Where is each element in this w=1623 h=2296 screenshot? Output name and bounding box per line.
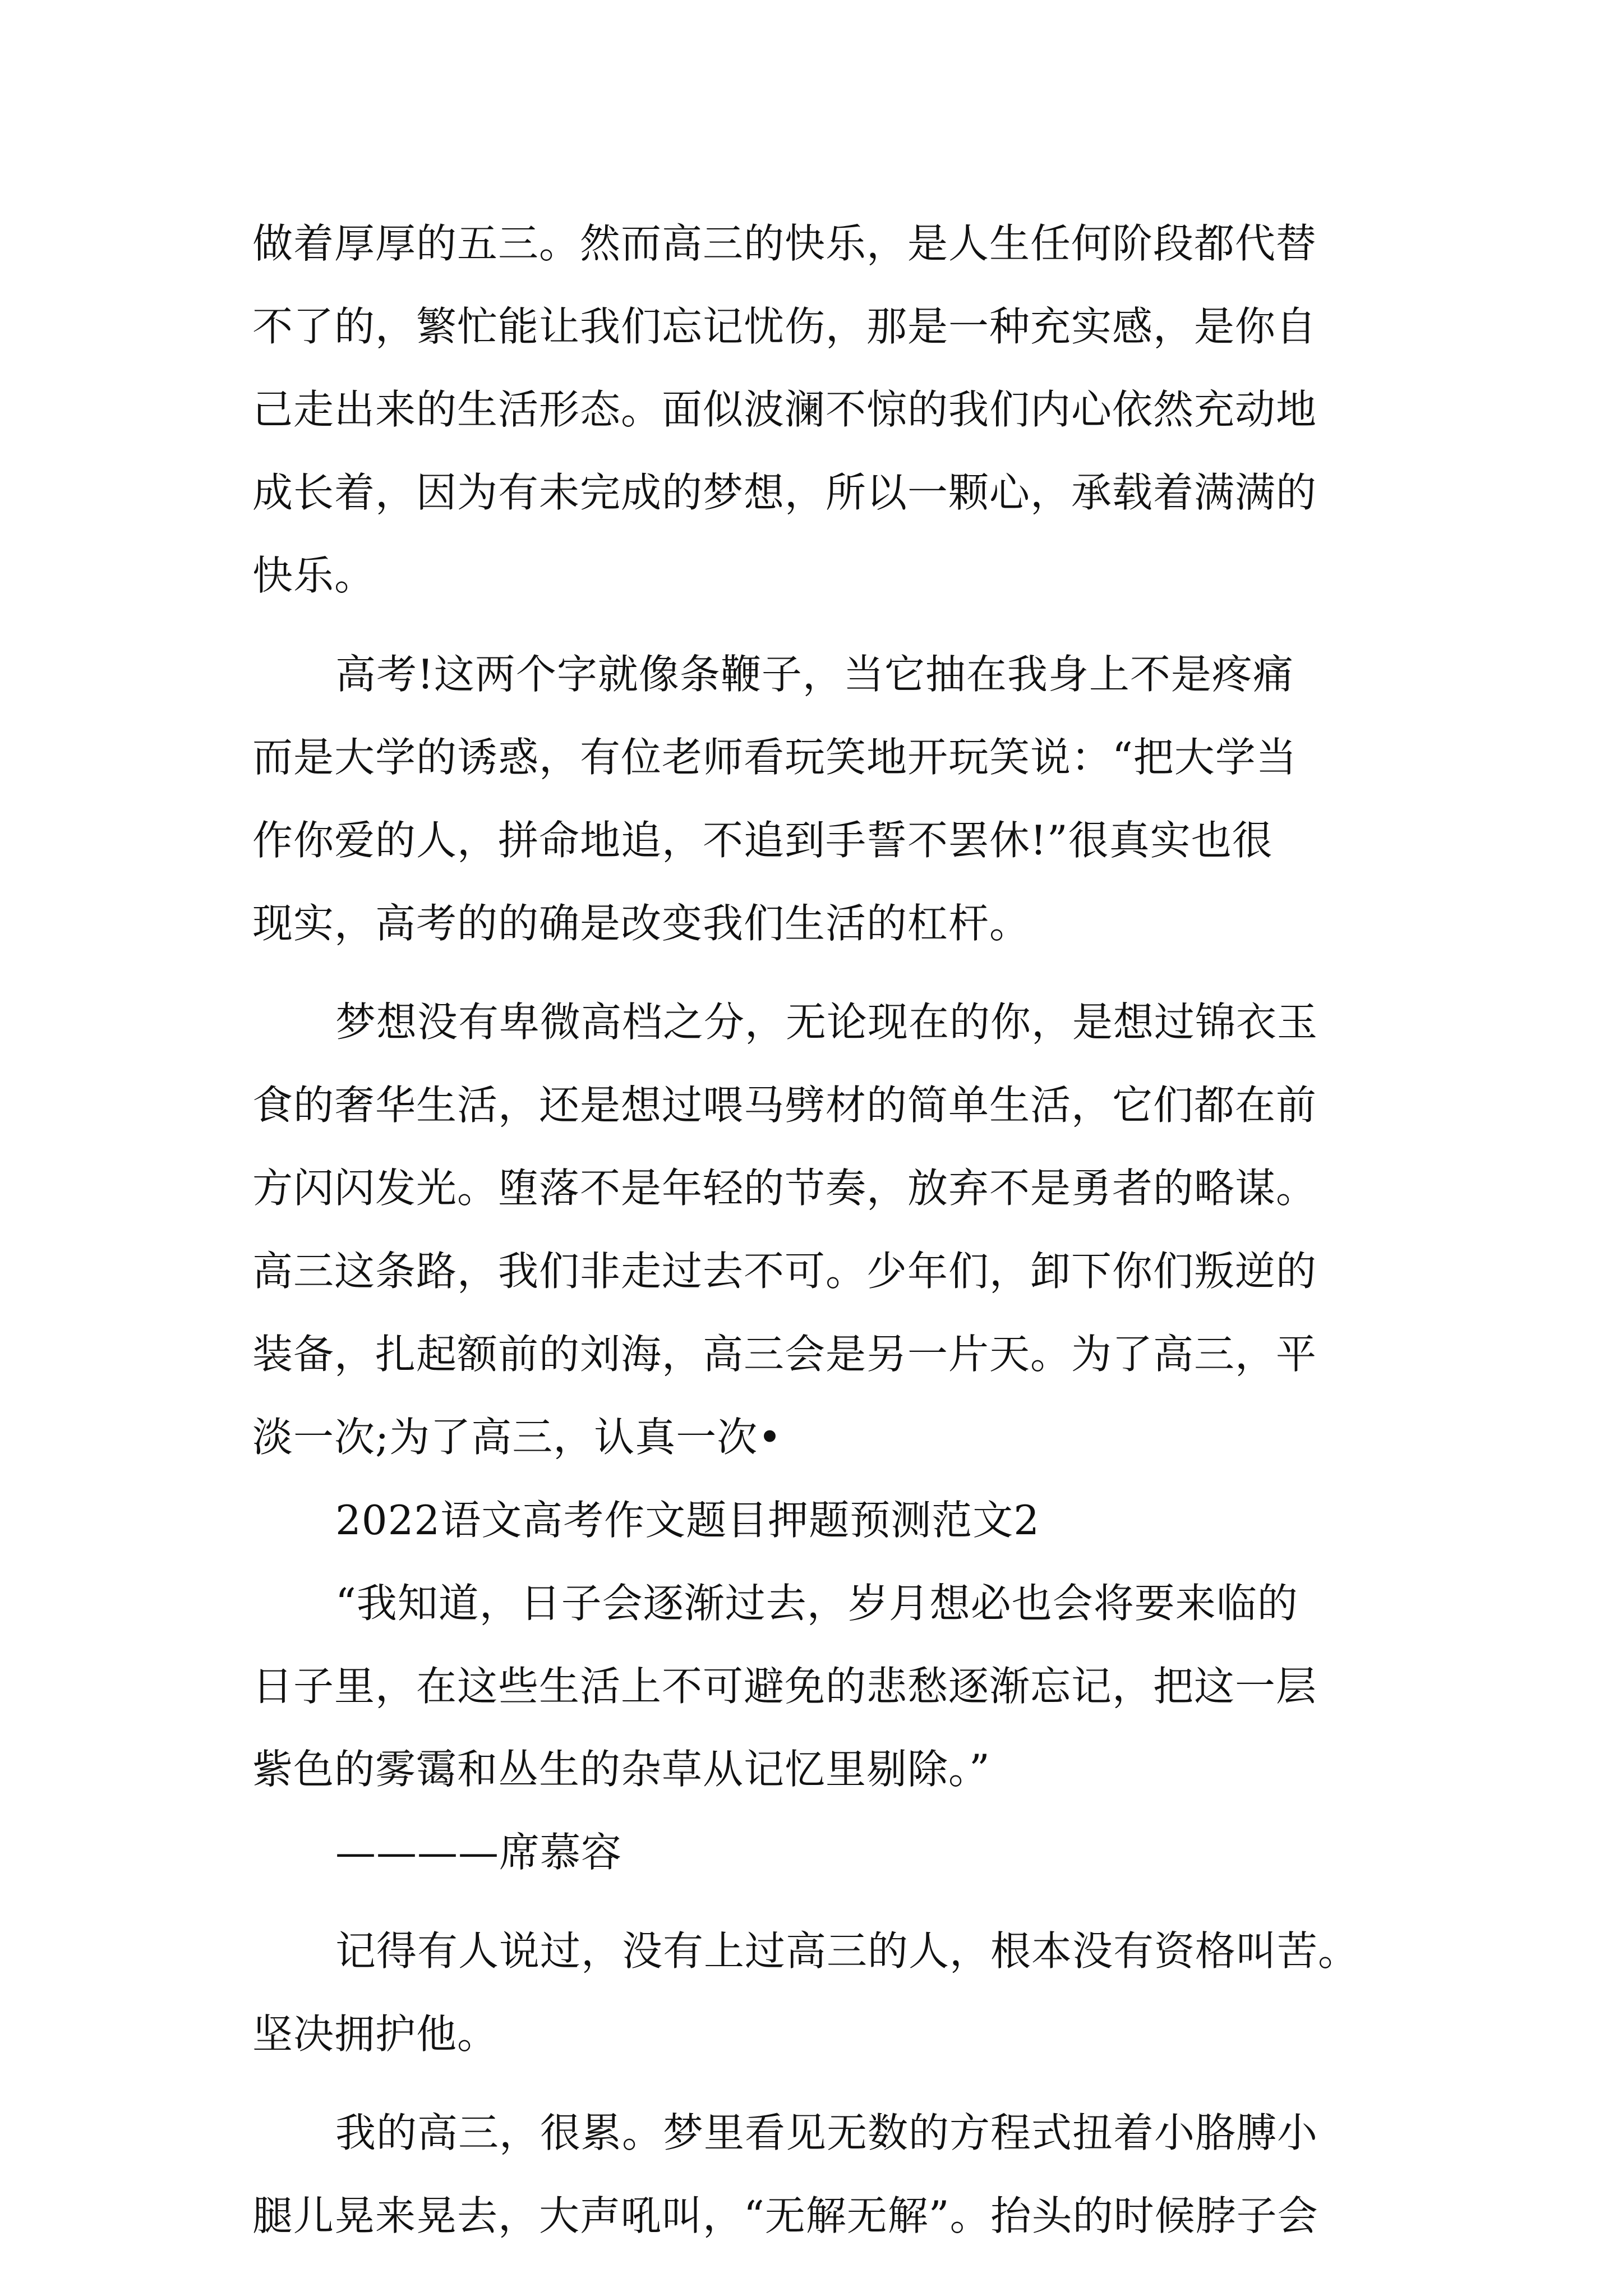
heading-line: 2022语文高考作文题目押题预测范文2: [335, 1497, 1040, 1544]
quote-paragraph: [252, 1562, 1396, 1811]
text-line: 高三这条路，我们非走过去不可。少年们，卸下你们叛逆的: [252, 1248, 1317, 1295]
essay-body: [252, 202, 1396, 2257]
paragraph-2: [252, 633, 1396, 965]
text-line: 作你爱的人，拼命地追，不追到手誓不罢休!”很真实也很: [252, 817, 1273, 864]
text-line: 高考!这两个字就像条鞭子，当它抽在我身上不是疼痛: [335, 651, 1294, 698]
text-line: 快乐。: [252, 552, 376, 599]
text-line: 紫色的雾霭和丛生的杂草从记忆里剔除。”: [252, 1746, 990, 1793]
text-line: 现实，高考的的确是改变我们生活的杠杆。: [252, 900, 1031, 947]
text-line: 成长着，因为有未完成的梦想，所以一颗心，承载着满满的: [252, 469, 1317, 516]
text-line: 我的高三，很累。梦里看见无数的方程式扭着小胳膊小: [335, 2109, 1318, 2156]
paragraph-gap: [252, 2076, 1396, 2091]
text-line: 记得有人说过，没有上过高三的人，根本没有资格叫苦。: [335, 1927, 1359, 1975]
paragraph-gap: [252, 1894, 1396, 1910]
text-line: “我知道，日子会逐渐过去，岁月想必也会将要来临的: [335, 1580, 1298, 1627]
text-line: 不了的，繁忙能让我们忘记忧伤，那是一种充实感，是你自: [252, 303, 1317, 350]
text-line: 而是大学的诱惑，有位老师看玩笑地开玩笑说：“把大学当: [252, 734, 1297, 781]
text-line: 方闪闪发光。堕落不是年轻的节奏，放弃不是勇者的略谋。: [252, 1165, 1317, 1212]
paragraph-gap: [252, 965, 1396, 981]
text-line: 日子里，在这些生活上不可避免的悲愁逐渐忘记，把这一层: [252, 1663, 1317, 1710]
section-heading: [252, 1479, 1396, 1562]
text-line: 食的奢华生活，还是想过喂马劈材的简单生活，它们都在前: [252, 1082, 1317, 1129]
text-line: 腿儿晃来晃去，大声吼叫，“无解无解”。抬头的时候脖子会: [252, 2192, 1318, 2239]
text-line: 坚决拥护他。: [252, 2010, 499, 2058]
paragraph-3: [252, 981, 1396, 1479]
paragraph-4: [252, 1910, 1396, 2076]
text-line: 己走出来的生活形态。面似波澜不惊的我们内心依然充动地: [252, 386, 1317, 433]
paragraph-1: [252, 202, 1396, 617]
attribution-line: ————席慕容: [335, 1829, 623, 1876]
text-line: 淡一次;为了高三，认真一次•: [252, 1414, 782, 1461]
paragraph-gap: [252, 617, 1396, 633]
text-line: 做着厚厚的五三。然而高三的快乐，是人生任何阶段都代替: [252, 220, 1317, 267]
text-line: 梦想没有卑微高档之分，无论现在的你，是想过锦衣玉: [335, 999, 1318, 1046]
text-line: 装备，扎起额前的刘海，高三会是另一片天。为了高三，平: [252, 1331, 1317, 1378]
paragraph-5: [252, 2091, 1396, 2257]
quote-attribution: [252, 1811, 1396, 1894]
